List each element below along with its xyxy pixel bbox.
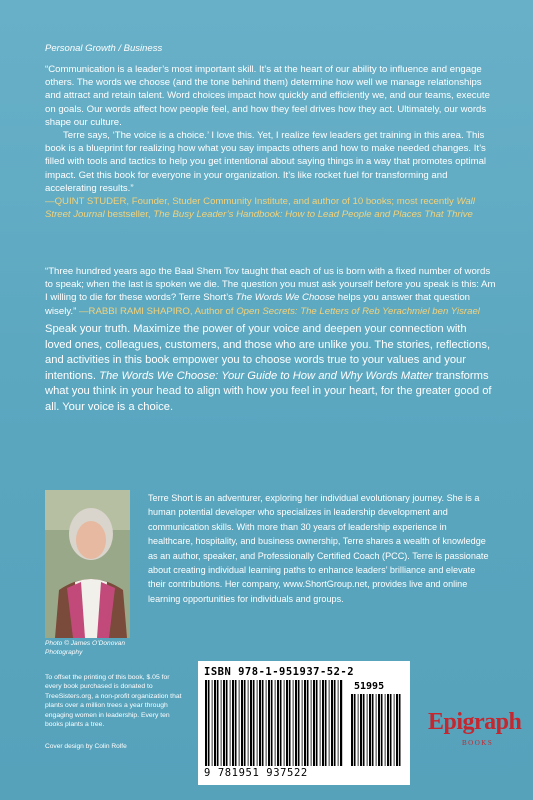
isbn-barcode — [198, 661, 410, 785]
author-photo — [45, 490, 130, 638]
attribution-text: Author of — [192, 305, 237, 317]
quote-text: “Three hundred years ago the Baal Shem Tov taught that each of us is born with a fixed number of words to speak; when the last is spoken we die. The question you must ask yourself before you speak is this: Am I willing to die for these words? Terre Short’s — [45, 266, 496, 304]
quote-paragraph: “Communication is a leader’s most important skill. It’s at the heart of our ability to influence and engage others. The words we choose (and the tone behind them) determine how well we manage relationships and attract and retain talent. Word choices impact how quickly and efficiently we, and our teams, execute on goals. Our words affect how people feel, and how they feel drives how they act. Ultimately, our words shape our culture. — [45, 64, 490, 128]
publisher-name: Epigraph — [428, 709, 522, 735]
quote-paragraph: Terre says, ‘The voice is a choice.’ I love this. Yet, I realize few leaders get training in this area. This book is a blueprint for realizing how what you say impacts others and how to make needed changes. It’s filled with tools and tactics to help you get intentional about saying things in a way that promotes optimal impact. Get this book for everyone in your organization. It’s like rocket fuel for transforming and accelerating results.” — [45, 130, 487, 194]
endorsement-quint-studer — [45, 63, 500, 221]
isbn-text: ISBN 978-1-951937-52-2 — [204, 666, 355, 678]
publisher-sub: BOOKS — [462, 739, 494, 747]
book-title: The Words We Choose: Your Guide to How and Why Words Matter — [99, 369, 433, 382]
treesisters-note: To offset the printing of this book, $.05 for every book purchased is donated to TreeSisters.org, a non-profit organization that plants over a million trees a year through engaging women in leadership. Every ten books plants a tree. — [45, 674, 182, 729]
author-portrait-illustration — [45, 490, 130, 638]
attribution-title: Open Secrets: The Letters of Reb Yerachmiel ben Yisrael — [236, 305, 480, 317]
cover-design-credit: Cover design by Colin Rolfe — [45, 743, 127, 750]
addon-barcode-bars — [350, 694, 402, 766]
book-title: The Words We Choose — [235, 292, 336, 304]
quote-text: helps you answer that question wisely.” — [45, 292, 471, 317]
author-bio: Terre Short is an adventurer, exploring her individual evolutionary journey. She is a human potential developer who specializes in leadership development and communication skills. With more than 30 years of leadership experience in healthcare, hospitality, and business ownership, Terre shares a wealth of knowledge as an author, speaker, and Professionally Certified Coach (PCC). Terre is passionate about creating individual learning paths to enhance leaders’ brilliance and elevate their contributions. Her company, www.ShortGroup.net, provides live and online learning opportunities for individuals and groups. — [148, 493, 489, 604]
attribution-name: —RABBI RAMI SHAPIRO, — [78, 305, 193, 317]
ean-number: 9 781951 937522 — [204, 767, 308, 779]
description-text: Speak your truth. Maximize the power of your voice and deepen your connection with loved ones, colleagues, customers, and those who are unlike you. The stories, reflections, and activities in this book empower you to choose words true to your values and your intentions. — [45, 323, 491, 382]
description-text: transforms what you think in your head to align with how you feel in your heart, for the greater good of all. Your voice is a choice. — [45, 369, 492, 413]
publisher-logo — [428, 701, 522, 761]
attribution-title: The Busy Leader’s Handbook: How to Lead People and Places That Thrive — [153, 209, 473, 221]
attribution-text: —QUINT STUDER, Founder, Studer Community Institute, and author of 10 books; most recently — [45, 196, 457, 208]
quote-paragraph — [45, 265, 500, 318]
category-label: Personal Growth / Business — [45, 43, 163, 54]
attribution-text: bestseller, — [104, 209, 154, 221]
price-addon-number: 51995 — [354, 681, 385, 692]
quote-attribution — [45, 195, 500, 221]
photo-credit: Photo © James O’Donovan Photography — [45, 640, 125, 656]
attribution-title: Wall Street Journal — [45, 196, 475, 221]
endorsement-rami-shapiro — [45, 265, 500, 318]
book-description — [45, 322, 495, 416]
ean-barcode-bars — [204, 680, 344, 766]
